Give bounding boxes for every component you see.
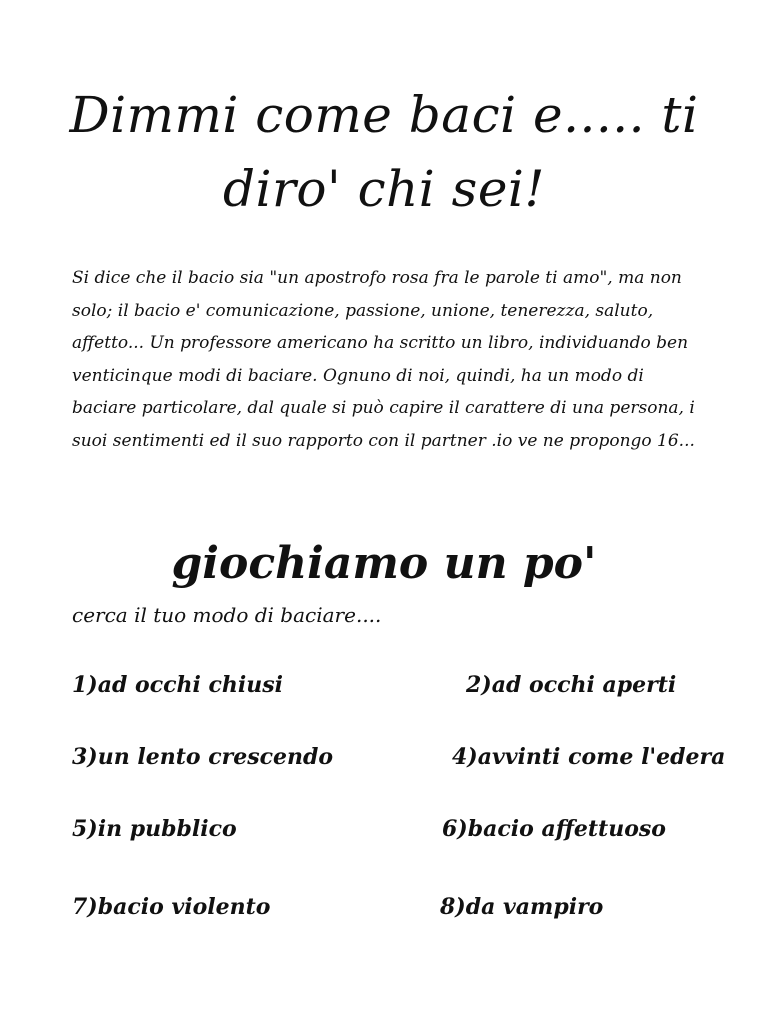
kiss-option-2: 2)ad occhi aperti [466, 672, 677, 698]
kiss-option-1: 1)ad occhi chiusi [72, 672, 283, 698]
kiss-option-4: 4)avvinti come l'edera [452, 744, 726, 770]
kiss-option-6: 6)bacio affettuoso [442, 816, 666, 842]
section-heading: giochiamo un po' [171, 538, 597, 589]
document-title: Dimmi come baci e..... ti diro' chi sei! [69, 86, 699, 218]
kiss-option-7: 7)bacio violento [72, 894, 271, 920]
kiss-option-8: 8)da vampiro [440, 894, 604, 920]
section-instruction: cerca il tuo modo di baciare.... [72, 603, 382, 627]
intro-paragraph: Si dice che il bacio sia "un apostrofo rosa fra le parole ti amo", ma non solo; il bacio e' comunicazione, passione, unione, tenerezza, saluto, affetto... Un professore americano ha scritto un libro, individuando ben venticinque modi di baciare. Ognuno di noi, quindi, ha un modo di baciare particolare, dal quale si può capire il carattere di una persona, i suoi sentimenti ed il suo rapporto con il partner .io ve ne propongo 16... [72, 268, 695, 451]
kiss-option-5: 5)in pubblico [72, 816, 237, 842]
kiss-option-3: 3)un lento crescendo [72, 744, 334, 770]
